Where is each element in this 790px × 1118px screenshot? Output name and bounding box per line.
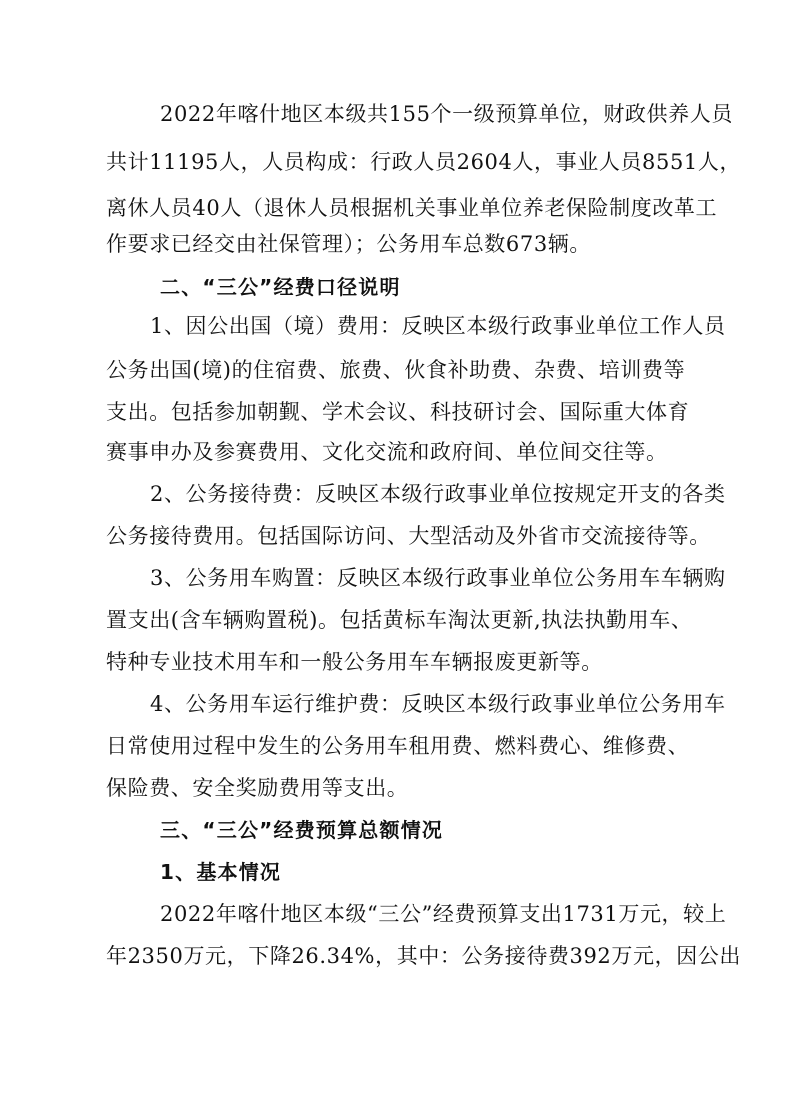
paragraph-line: 赛事申办及参赛费用、文化交流和政府间、单位间交往等。 — [106, 440, 668, 464]
paragraph-line: 共计11195人，人员构成：行政人员2604人，事业人员8551人， — [106, 150, 742, 174]
paragraph-line: 2022年喀什地区本级共155个一级预算单位，财政供养人员 — [160, 102, 733, 126]
section-heading: 三、“三公”经费预算总额情况 — [160, 818, 444, 842]
paragraph-line: 公务出国(境)的住宿费、旅费、伙食补助费、杂费、培训费等 — [106, 358, 686, 382]
section-heading: 二、“三公”经费口径说明 — [160, 275, 401, 299]
paragraph-line: 3、公务用车购置：反映区本级行政事业单位公务用车车辆购 — [150, 566, 726, 590]
paragraph-line: 4、公务用车运行维护费：反映区本级行政事业单位公务用车 — [150, 692, 726, 716]
paragraph-line: 2、公务接待费：反映区本级行政事业单位按规定开支的各类 — [150, 482, 726, 506]
paragraph-line: 置支出(含车辆购置税)。包括黄标车淘汰更新,执法执勤用车、 — [106, 608, 693, 632]
paragraph-line: 作要求已经交由社保管理）；公务用车总数673辆。 — [106, 232, 591, 256]
paragraph-line: 1、因公出国（境）费用：反映区本级行政事业单位工作人员 — [150, 314, 726, 338]
paragraph-line: 离休人员40人（退休人员根据机关事业单位养老保险制度改革工 — [106, 196, 718, 220]
subsection-heading: 1、基本情况 — [160, 860, 282, 884]
paragraph-line: 特种专业技术用车和一般公务用车车辆报废更新等。 — [106, 650, 603, 674]
paragraph-line: 2022年喀什地区本级“三公”经费预算支出1731万元，较上 — [160, 902, 727, 926]
paragraph-line: 年2350万元，下降26.34%，其中：公务接待费392万元，因公出 — [106, 944, 741, 968]
paragraph-line: 支出。包括参加朝觐、学术会议、科技研讨会、国际重大体育 — [106, 400, 690, 424]
paragraph-line: 公务接待费用。包括国际访问、大型活动及外省市交流接待等。 — [106, 524, 711, 548]
paragraph-line: 日常使用过程中发生的公务用车租用费、燃料费心、维修费、 — [106, 734, 690, 758]
paragraph-line: 保险费、安全奖励费用等支出。 — [106, 776, 409, 800]
